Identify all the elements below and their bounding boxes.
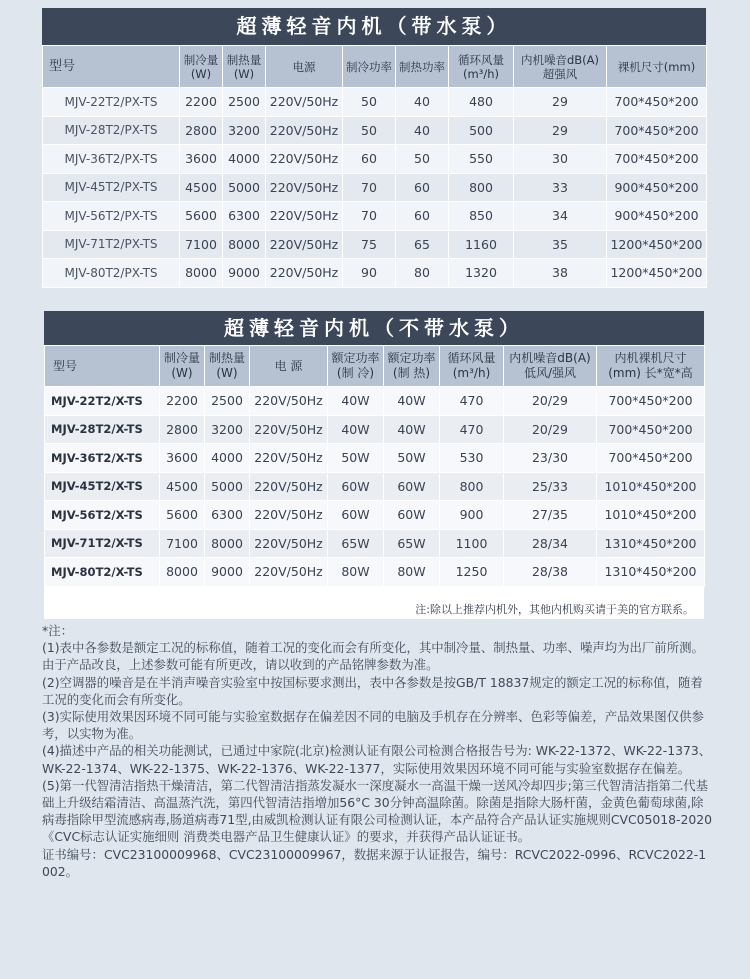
value-cell: 60W bbox=[328, 472, 384, 501]
model-cell: MJV-45T2/PX-TS bbox=[43, 173, 180, 202]
model-cell: MJV-71T2/X-TS bbox=[45, 529, 160, 558]
value-cell: 6300 bbox=[205, 501, 250, 530]
table-row bbox=[43, 116, 707, 145]
value-cell: 1010*450*200 bbox=[597, 501, 705, 530]
value-cell: 1010*450*200 bbox=[597, 472, 705, 501]
value-cell: 8000 bbox=[223, 230, 266, 259]
value-cell: 50 bbox=[343, 88, 396, 117]
model-cell: MJV-56T2/PX-TS bbox=[43, 202, 180, 231]
value-cell: 1320 bbox=[449, 259, 514, 288]
model-cell: MJV-22T2/PX-TS bbox=[43, 88, 180, 117]
value-cell: 2200 bbox=[160, 387, 205, 416]
value-cell: 60W bbox=[384, 472, 440, 501]
header-cell: 制冷量 (W) bbox=[160, 346, 205, 387]
header-cell: 制冷量 (W) bbox=[180, 46, 223, 88]
model-cell: MJV-36T2/PX-TS bbox=[43, 145, 180, 174]
value-cell: 35 bbox=[514, 230, 607, 259]
spec-table bbox=[42, 45, 707, 288]
value-cell: 1100 bbox=[440, 529, 504, 558]
value-cell: 220V/50Hz bbox=[266, 116, 343, 145]
header-cell: 制热量 (W) bbox=[205, 346, 250, 387]
model-cell: MJV-45T2/X-TS bbox=[45, 472, 160, 501]
value-cell: 550 bbox=[449, 145, 514, 174]
value-cell: 9000 bbox=[205, 558, 250, 587]
value-cell: 220V/50Hz bbox=[250, 558, 328, 587]
table-row bbox=[45, 472, 705, 501]
value-cell: 220V/50Hz bbox=[266, 202, 343, 231]
value-cell: 900 bbox=[440, 501, 504, 530]
model-cell: MJV-71T2/PX-TS bbox=[43, 230, 180, 259]
value-cell: 700*450*200 bbox=[607, 145, 707, 174]
value-cell: 700*450*200 bbox=[597, 444, 705, 473]
model-cell: MJV-80T2/PX-TS bbox=[43, 259, 180, 288]
header-cell: 电 源 bbox=[250, 346, 328, 387]
model-cell: MJV-22T2/X-TS bbox=[45, 387, 160, 416]
value-cell: 38 bbox=[514, 259, 607, 288]
value-cell: 6300 bbox=[223, 202, 266, 231]
model-cell: MJV-28T2/PX-TS bbox=[43, 116, 180, 145]
value-cell: 90 bbox=[343, 259, 396, 288]
table-row bbox=[45, 444, 705, 473]
table-row bbox=[43, 259, 707, 288]
table-row bbox=[45, 415, 705, 444]
value-cell: 220V/50Hz bbox=[250, 501, 328, 530]
value-cell: 4000 bbox=[205, 444, 250, 473]
header-row bbox=[45, 346, 705, 387]
value-cell: 30 bbox=[514, 145, 607, 174]
value-cell: 27/35 bbox=[504, 501, 597, 530]
table-row bbox=[43, 202, 707, 231]
value-cell: 900*450*200 bbox=[607, 202, 707, 231]
value-cell: 1200*450*200 bbox=[607, 230, 707, 259]
value-cell: 900*450*200 bbox=[607, 173, 707, 202]
note-item: (5)第一代智清洁指热干燥清洁，第二代智清洁指蒸发凝水一深度凝水一高温干燥一送风冷却四步;第三代智清洁指第二代基础上升级结霜清洁、高温蒸汽洗，第四代智清洁指增加56°C 30分钟高温除菌。除菌是指除大肠杆菌，金黄色葡萄球菌,除病毒指除甲型流感病毒,肠道病毒71型,由威凯检测认证有限公司检测认证，本产品符合产品认证实施规则CVC05018-2020《CVC标志认证实施细则 消费类电器产品卫生健康认证》的要求，并获得产品认证证书。 bbox=[42, 777, 713, 845]
value-cell: 23/30 bbox=[504, 444, 597, 473]
value-cell: 500 bbox=[449, 116, 514, 145]
header-row bbox=[43, 46, 707, 88]
value-cell: 40W bbox=[328, 415, 384, 444]
value-cell: 50W bbox=[384, 444, 440, 473]
value-cell: 3200 bbox=[205, 415, 250, 444]
value-cell: 75 bbox=[343, 230, 396, 259]
note-item: 证书编号：CVC23100009968、CVC23100009967，数据来源于认证报告，编号：RCVC2022-0996、RCVC2022-1002。 bbox=[42, 846, 707, 879]
value-cell: 40W bbox=[328, 387, 384, 416]
table-row bbox=[45, 501, 705, 530]
table-row bbox=[45, 387, 705, 416]
value-cell: 220V/50Hz bbox=[250, 444, 328, 473]
value-cell: 220V/50Hz bbox=[266, 88, 343, 117]
value-cell: 50 bbox=[343, 116, 396, 145]
value-cell: 220V/50Hz bbox=[250, 472, 328, 501]
value-cell: 80W bbox=[328, 558, 384, 587]
note-item: (3)实际使用效果因环境不同可能与实验室数据存在偏差因不同的电脑及手机存在分辨率、色彩等偏差，产品效果图仅供参考，以实物为准。 bbox=[42, 709, 704, 742]
notes-heading: *注： bbox=[42, 623, 73, 638]
value-cell: 40W bbox=[384, 415, 440, 444]
note-item: (1)表中各参数是额定工况的标称值，随着工况的变化而会有所变化，其中制冷量、制热量、功率、噪声均为出厂前所测。由于产品改良，上述参数可能有所更改，请以收到的产品铭牌参数为准。 bbox=[42, 640, 704, 673]
value-cell: 8000 bbox=[160, 558, 205, 587]
header-cell: 内机噪音dB(A) 低风/强风 bbox=[504, 346, 597, 387]
header-cell: 制冷功率 bbox=[343, 46, 396, 88]
value-cell: 4500 bbox=[160, 472, 205, 501]
header-cell: 裸机尺寸(mm) bbox=[607, 46, 707, 88]
value-cell: 60 bbox=[396, 173, 449, 202]
value-cell: 2500 bbox=[223, 88, 266, 117]
value-cell: 3600 bbox=[160, 444, 205, 473]
value-cell: 80 bbox=[396, 259, 449, 288]
table-without-pump bbox=[44, 311, 704, 619]
value-cell: 60 bbox=[396, 202, 449, 231]
value-cell: 34 bbox=[514, 202, 607, 231]
table-row bbox=[45, 558, 705, 587]
value-cell: 220V/50Hz bbox=[250, 387, 328, 416]
header-cell: 型号 bbox=[45, 346, 160, 387]
value-cell: 1250 bbox=[440, 558, 504, 587]
value-cell: 700*450*200 bbox=[597, 387, 705, 416]
value-cell: 220V/50Hz bbox=[250, 415, 328, 444]
header-cell: 制热量 (W) bbox=[223, 46, 266, 88]
notes-section bbox=[42, 622, 714, 880]
value-cell: 40W bbox=[384, 387, 440, 416]
value-cell: 65 bbox=[396, 230, 449, 259]
header-cell: 制热功率 bbox=[396, 46, 449, 88]
value-cell: 80W bbox=[384, 558, 440, 587]
header-cell: 循环风量 (m³/h) bbox=[440, 346, 504, 387]
value-cell: 220V/50Hz bbox=[266, 259, 343, 288]
table-row bbox=[43, 145, 707, 174]
value-cell: 5600 bbox=[180, 202, 223, 231]
value-cell: 220V/50Hz bbox=[266, 230, 343, 259]
value-cell: 480 bbox=[449, 88, 514, 117]
value-cell: 2500 bbox=[205, 387, 250, 416]
value-cell: 5000 bbox=[223, 173, 266, 202]
value-cell: 29 bbox=[514, 116, 607, 145]
value-cell: 40 bbox=[396, 88, 449, 117]
value-cell: 2800 bbox=[180, 116, 223, 145]
value-cell: 60W bbox=[384, 501, 440, 530]
value-cell: 8000 bbox=[205, 529, 250, 558]
header-cell: 内机裸机尺寸 (mm) 长*宽*高 bbox=[597, 346, 705, 387]
model-cell: MJV-80T2/X-TS bbox=[45, 558, 160, 587]
value-cell: 65W bbox=[384, 529, 440, 558]
value-cell: 470 bbox=[440, 387, 504, 416]
value-cell: 7100 bbox=[160, 529, 205, 558]
value-cell: 33 bbox=[514, 173, 607, 202]
value-cell: 3600 bbox=[180, 145, 223, 174]
table-title: 超薄轻音内机（不带水泵） bbox=[44, 311, 704, 345]
table-row bbox=[43, 88, 707, 117]
table-with-pump bbox=[42, 8, 706, 288]
note-item: (4)描述中产品的相关功能测试，已通过中家院(北京)检测认证有限公司检测合格报告号为: WK-22-1372、WK-22-1373、WK-22-1374、WK-22-1375、WK-22-1376、WK-22-1377，实际使用效果因环境不同可能与实验室数据存在偏差。 bbox=[42, 743, 712, 776]
header-cell: 内机噪音dB(A) 超强风 bbox=[514, 46, 607, 88]
value-cell: 29 bbox=[514, 88, 607, 117]
value-cell: 28/34 bbox=[504, 529, 597, 558]
value-cell: 60 bbox=[343, 145, 396, 174]
value-cell: 700*450*200 bbox=[607, 116, 707, 145]
value-cell: 530 bbox=[440, 444, 504, 473]
value-cell: 7100 bbox=[180, 230, 223, 259]
value-cell: 700*450*200 bbox=[597, 415, 705, 444]
table-footnote: 注:除以上推荐内机外，其他内机购买请于美的官方联系。 bbox=[415, 603, 694, 616]
value-cell: 1160 bbox=[449, 230, 514, 259]
header-cell: 额定功率 (制 热) bbox=[384, 346, 440, 387]
value-cell: 800 bbox=[449, 173, 514, 202]
value-cell: 1200*450*200 bbox=[607, 259, 707, 288]
value-cell: 5600 bbox=[160, 501, 205, 530]
value-cell: 5000 bbox=[205, 472, 250, 501]
value-cell: 800 bbox=[440, 472, 504, 501]
value-cell: 1310*450*200 bbox=[597, 529, 705, 558]
value-cell: 60W bbox=[328, 501, 384, 530]
value-cell: 4500 bbox=[180, 173, 223, 202]
table-row bbox=[43, 173, 707, 202]
model-cell: MJV-56T2/X-TS bbox=[45, 501, 160, 530]
value-cell: 65W bbox=[328, 529, 384, 558]
value-cell: 700*450*200 bbox=[607, 88, 707, 117]
value-cell: 470 bbox=[440, 415, 504, 444]
value-cell: 40 bbox=[396, 116, 449, 145]
value-cell: 20/29 bbox=[504, 415, 597, 444]
table-row bbox=[43, 230, 707, 259]
model-cell: MJV-28T2/X-TS bbox=[45, 415, 160, 444]
value-cell: 2200 bbox=[180, 88, 223, 117]
value-cell: 28/38 bbox=[504, 558, 597, 587]
value-cell: 25/33 bbox=[504, 472, 597, 501]
value-cell: 4000 bbox=[223, 145, 266, 174]
value-cell: 20/29 bbox=[504, 387, 597, 416]
value-cell: 8000 bbox=[180, 259, 223, 288]
value-cell: 70 bbox=[343, 202, 396, 231]
value-cell: 9000 bbox=[223, 259, 266, 288]
header-cell: 电源 bbox=[266, 46, 343, 88]
value-cell: 220V/50Hz bbox=[266, 173, 343, 202]
model-cell: MJV-36T2/X-TS bbox=[45, 444, 160, 473]
value-cell: 2800 bbox=[160, 415, 205, 444]
value-cell: 850 bbox=[449, 202, 514, 231]
value-cell: 220V/50Hz bbox=[250, 529, 328, 558]
value-cell: 70 bbox=[343, 173, 396, 202]
value-cell: 1310*450*200 bbox=[597, 558, 705, 587]
value-cell: 3200 bbox=[223, 116, 266, 145]
spec-table bbox=[44, 345, 705, 587]
header-cell: 循环风量 (m³/h) bbox=[449, 46, 514, 88]
table-title: 超薄轻音内机（带水泵） bbox=[42, 8, 706, 45]
header-cell: 型号 bbox=[43, 46, 180, 88]
note-item: (2)空调器的噪音是在半消声噪音实验室中按国标要求测出，表中各参数是按GB/T 18837规定的额定工况的标称值，随着工况的变化而会有所变化。 bbox=[42, 674, 703, 707]
value-cell: 50 bbox=[396, 145, 449, 174]
value-cell: 50W bbox=[328, 444, 384, 473]
header-cell: 额定功率 (制 冷) bbox=[328, 346, 384, 387]
table-row bbox=[45, 529, 705, 558]
value-cell: 220V/50Hz bbox=[266, 145, 343, 174]
